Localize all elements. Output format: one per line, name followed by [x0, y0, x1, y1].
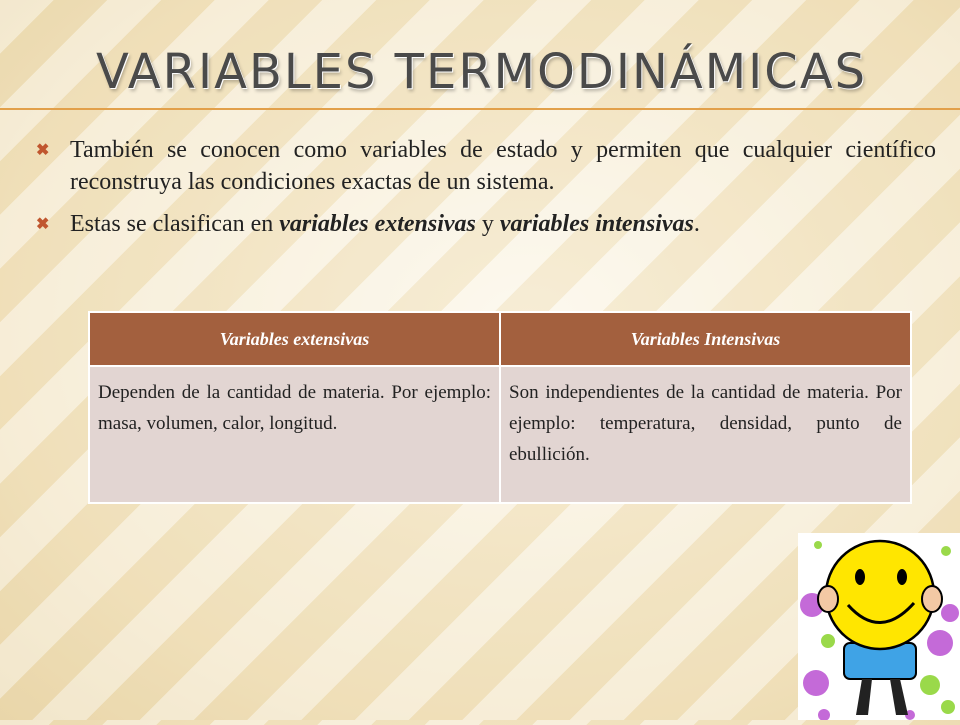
variables-table: [88, 311, 912, 504]
table-row: [89, 366, 911, 503]
term-intensive: variables intensivas: [499, 211, 694, 237]
bullet-text: También se conocen como variables de estado y permiten que cualquier científico reconstruya las condiciones exactas de un sistema.: [70, 137, 936, 195]
table-header-row: [89, 312, 911, 366]
title-rule: [0, 108, 960, 110]
bullet-item: [36, 134, 936, 198]
cell-extensive: Dependen de la cantidad de materia. Por ejemplo: masa, volumen, calor, longitud.: [89, 366, 500, 503]
bullet-text-mid: y: [475, 211, 500, 237]
bullet-text-pre: Estas se clasifican en: [70, 211, 280, 237]
slide-title: VARIABLES TERMODINÁMICAS: [96, 44, 868, 100]
smiley-clipart: [798, 533, 960, 720]
bullet-text-post: .: [693, 211, 700, 237]
term-extensive: variables extensivas: [279, 211, 476, 237]
bullet-x-icon: ✖: [36, 142, 50, 159]
bullet-item: [36, 208, 936, 240]
bullet-list: [36, 134, 936, 250]
cell-intensive: Son independientes de la cantidad de materia. Por ejemplo: temperatura, densidad, punto de ebullición.: [500, 366, 911, 503]
bullet-x-icon: ✖: [36, 216, 50, 233]
header-extensive: Variables extensivas: [89, 312, 500, 366]
header-intensive: Variables Intensivas: [500, 312, 911, 366]
